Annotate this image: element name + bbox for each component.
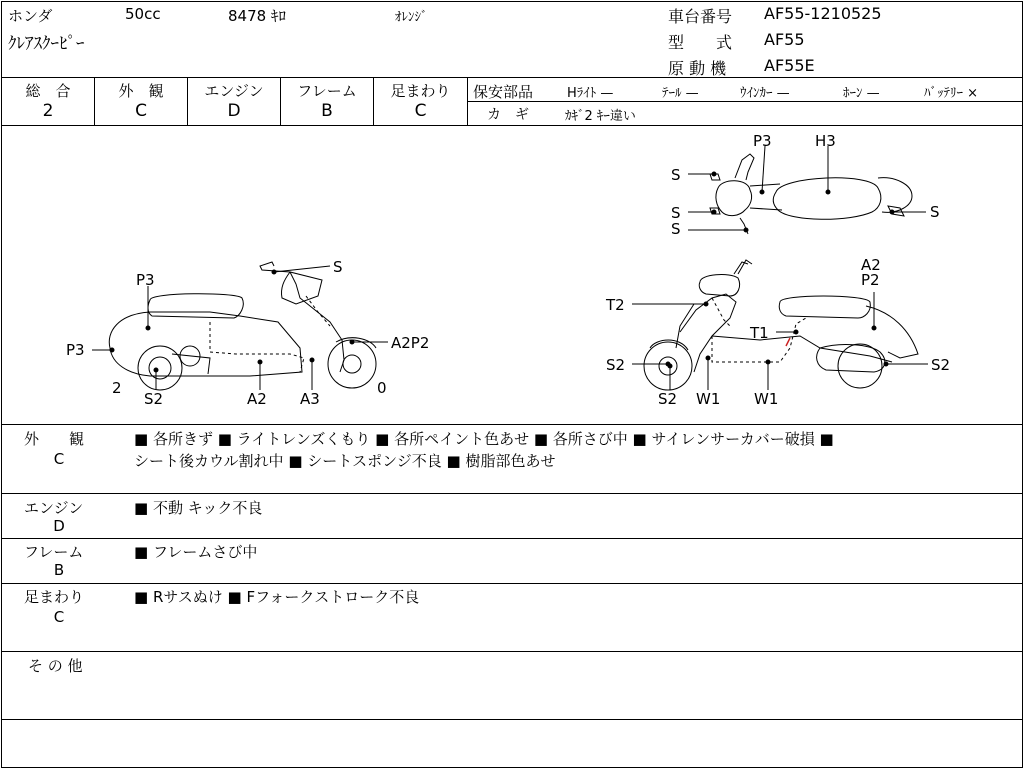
callout-label: S [671, 166, 681, 184]
frame-no: AF55-1210525 [764, 4, 882, 23]
callout-label: S [930, 203, 940, 221]
remark-text: ■ Rサスぬけ ■ Fフォークストローク不良 [134, 588, 420, 606]
safety-label: 保安部品 [473, 83, 534, 101]
mileage: 8478 ｷﾛ [228, 7, 286, 25]
safety-item-battery: ﾊﾞｯﾃﾘｰ × [924, 86, 979, 101]
callout-label: A3 [300, 390, 320, 408]
callout-label: S2 [606, 356, 626, 374]
remark-grade: C [53, 450, 65, 468]
remark-grade: B [53, 561, 65, 579]
callout-label: P3 [66, 341, 85, 359]
callout-label: P3 [753, 132, 772, 150]
safety-item-headlight: Hﾗｲﾄ — [567, 86, 614, 101]
grade-value: 2 [42, 101, 54, 121]
grade-value: B [321, 101, 333, 121]
divider [1, 493, 1022, 494]
type-value: AF55 [764, 30, 805, 49]
remark-label: そ の 他 [28, 657, 83, 675]
remark-label: 足まわり [24, 588, 85, 606]
remark-text: ■ 不動 キック不良 [134, 499, 263, 517]
divider [1, 583, 1022, 584]
callout-label: H3 [815, 132, 836, 150]
safety-item-tail: ﾃｰﾙ — [662, 86, 699, 101]
safety-item-winker: ｳｲﾝｶｰ — [740, 86, 790, 101]
callout-label: A2 [861, 256, 881, 274]
callout-label: S2 [658, 390, 678, 408]
damage-mark [786, 338, 790, 346]
remark-text: ■ フレームさび中 [134, 543, 258, 561]
grade-value: C [135, 101, 147, 121]
callout-label: S2 [144, 390, 164, 408]
callout-label: S [671, 204, 681, 222]
model-name: ｸﾚｱｽｸｰﾋﾟｰ [8, 34, 85, 54]
damage-diagram [0, 126, 1022, 424]
divider [1, 424, 1022, 425]
color: ｵﾚﾝｼﾞ [395, 10, 428, 25]
remark-grade: D [53, 517, 65, 535]
remark-grade: C [53, 608, 65, 626]
callout-label: P3 [136, 271, 155, 289]
callout-label: 2 [112, 379, 122, 397]
callout-label: P2 [861, 271, 880, 289]
remark-text: ■ 各所きず ■ ライトレンズくもり ■ 各所ペイント色あせ ■ 各所さび中 ■ サイレンサーカバー破損 ■ [134, 430, 834, 448]
grade-label: 総 合 [25, 82, 71, 100]
grade-value: C [414, 101, 427, 121]
callout-label: T1 [750, 324, 769, 342]
callout-label: A2 [247, 390, 267, 408]
frame-no-label: 車台番号 [668, 7, 733, 26]
callout-label: W1 [754, 390, 779, 408]
callout-label: W1 [696, 390, 721, 408]
callout-label: S2 [931, 356, 951, 374]
type-label: 型 式 [668, 33, 733, 52]
scooter-top-view [710, 154, 912, 234]
safety-item-horn: ﾎｰﾝ — [843, 86, 880, 101]
divider [467, 101, 1022, 102]
callout-label: 0 [377, 379, 387, 397]
divider [467, 77, 468, 125]
engine-value: AF55E [764, 56, 815, 75]
remark-label: 外 観 [24, 430, 85, 448]
grade-value: D [227, 101, 241, 121]
remark-text: シート後カウル割れ中 ■ シートスポンジ不良 ■ 樹脂部色あせ [134, 452, 556, 470]
callout-label: A2P2 [391, 334, 430, 352]
divider [1, 77, 1022, 78]
callout-label: S [333, 258, 343, 276]
grade-label: 外 観 [118, 82, 164, 100]
maker: ホンダ [8, 7, 53, 25]
grade-label: エンジン [204, 82, 264, 100]
divider [1, 719, 1022, 720]
remark-label: エンジン [24, 499, 84, 517]
callout-label: S [671, 220, 681, 238]
remark-label: フレーム [24, 543, 84, 561]
callout-label: T2 [606, 296, 625, 314]
grade-label: 足まわり [390, 82, 451, 100]
key-value: ｶｷﾞ2 ｷｰ違い [565, 109, 636, 124]
key-label: カ ギ [487, 107, 529, 123]
grade-label: フレーム [297, 82, 357, 100]
divider [1, 538, 1022, 539]
engine-label: 原 動 機 [668, 59, 727, 78]
divider [1, 651, 1022, 652]
displacement: 50cc [125, 5, 161, 23]
